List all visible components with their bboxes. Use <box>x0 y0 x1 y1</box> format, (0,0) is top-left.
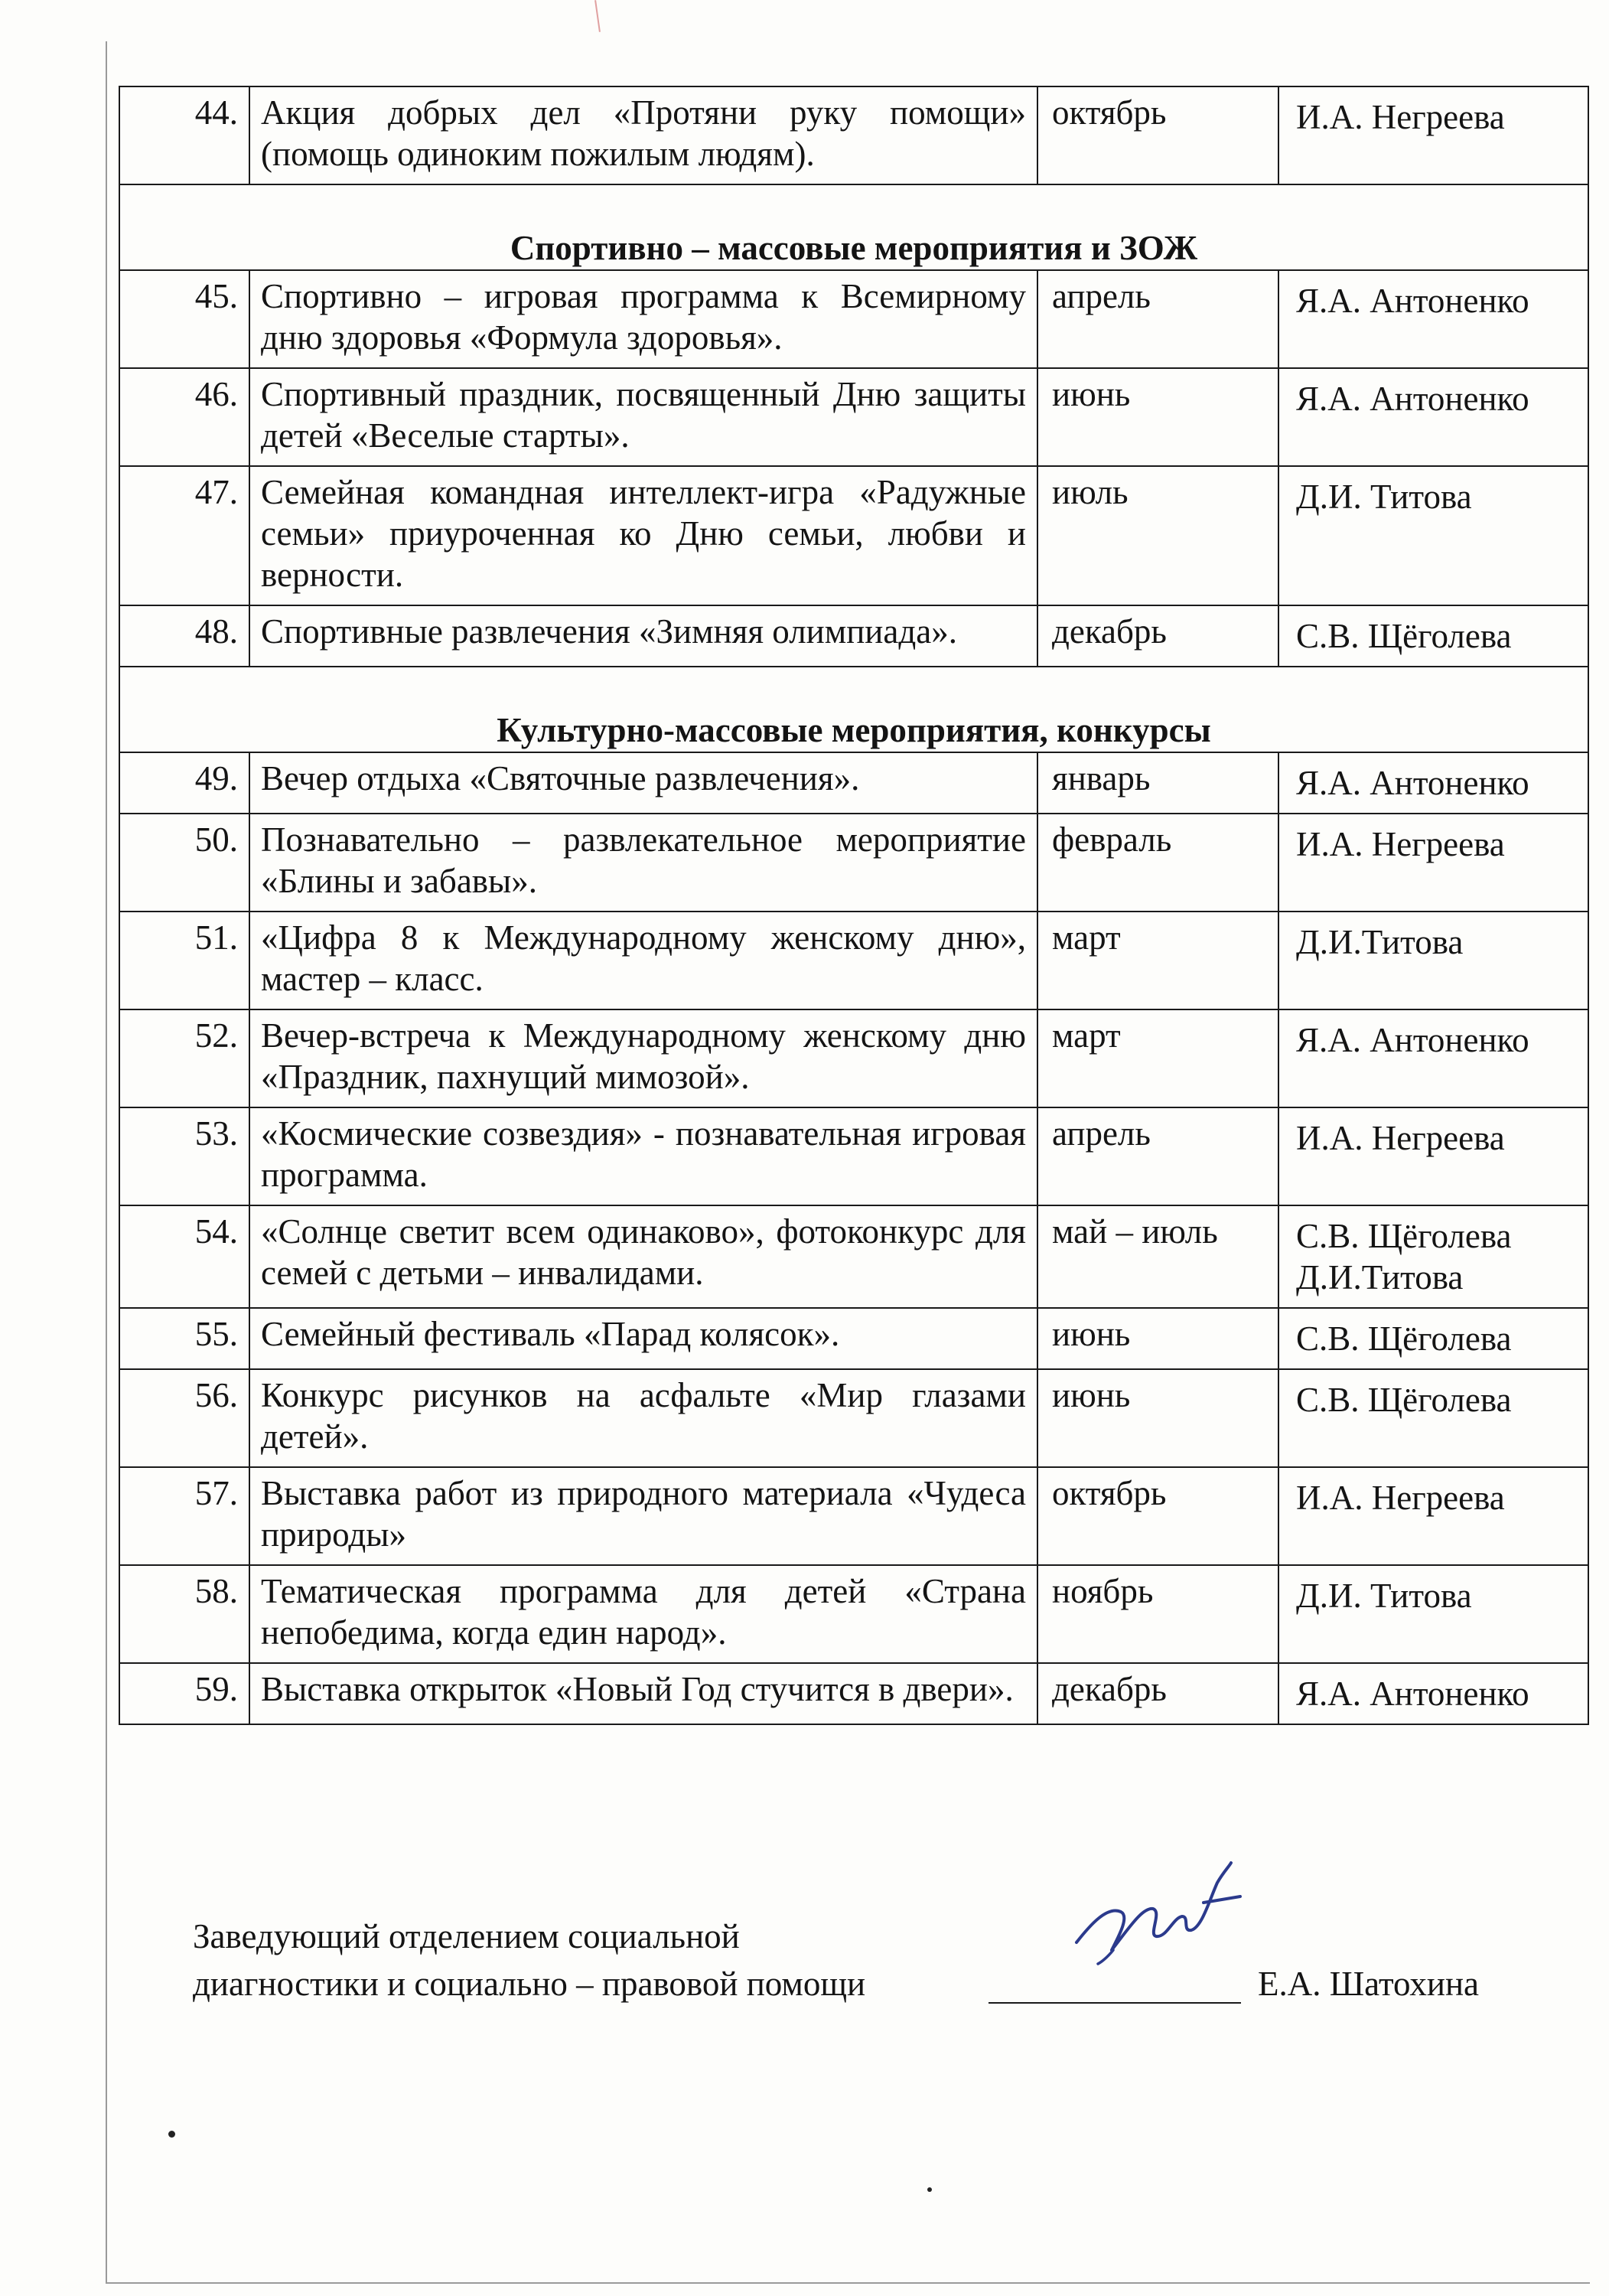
table-row <box>119 814 1588 912</box>
event-title: Познавательно – развлекательное мероприятие «Блины и забавы». <box>249 814 1037 912</box>
table-row <box>119 752 1588 814</box>
table-row <box>119 1467 1588 1565</box>
event-responsible: С.В. Щёголева Д.И.Титова <box>1278 1205 1588 1308</box>
section-header-culture <box>119 667 1588 752</box>
table-row <box>119 466 1588 605</box>
table-row <box>119 1308 1588 1369</box>
event-month: июнь <box>1037 1369 1278 1467</box>
event-title: «Солнце светит всем одинаково», фотоконкурс для семей с детьми – инвалидами. <box>249 1205 1037 1308</box>
event-month: апрель <box>1037 270 1278 368</box>
event-responsible: Д.И. Титова <box>1278 1565 1588 1663</box>
event-responsible: С.В. Щёголева <box>1278 1369 1588 1467</box>
signature-title-line1: Заведующий отделением социальной <box>193 1917 740 1955</box>
row-number: 56. <box>119 1369 249 1467</box>
event-title: Тематическая программа для детей «Страна непобедима, когда един народ». <box>249 1565 1037 1663</box>
row-number: 58. <box>119 1565 249 1663</box>
event-responsible: Я.А. Антоненко <box>1278 1009 1588 1107</box>
event-month: июль <box>1037 466 1278 605</box>
event-responsible: Я.А. Антоненко <box>1278 752 1588 814</box>
event-month: декабрь <box>1037 1663 1278 1724</box>
event-responsible: Я.А. Антоненко <box>1278 1663 1588 1724</box>
row-number: 44. <box>119 86 249 184</box>
row-number: 51. <box>119 912 249 1009</box>
event-title: Выставка открыток «Новый Год стучится в двери». <box>249 1663 1037 1724</box>
row-number: 59. <box>119 1663 249 1724</box>
event-responsible: Я.А. Антоненко <box>1278 270 1588 368</box>
signature-line-row <box>193 1962 1524 2008</box>
event-responsible: С.В. Щёголева <box>1278 605 1588 667</box>
event-title: Спортивный праздник, посвященный Дню защиты детей «Веселые старты». <box>249 368 1037 466</box>
table-row <box>119 1107 1588 1205</box>
event-month: январь <box>1037 752 1278 814</box>
row-number: 54. <box>119 1205 249 1308</box>
table-row <box>119 1205 1588 1308</box>
event-title: Семейная командная интеллект-игра «Радужные семьи» приуроченная ко Дню семьи, любви и верности. <box>249 466 1037 605</box>
table-row <box>119 86 1588 184</box>
event-title: Вечер отдыха «Святочные развлечения». <box>249 752 1037 814</box>
row-number: 49. <box>119 752 249 814</box>
event-responsible: И.А. Негреева <box>1278 1467 1588 1565</box>
section-header-sport <box>119 184 1588 270</box>
event-month: февраль <box>1037 814 1278 912</box>
row-number: 50. <box>119 814 249 912</box>
event-month: ноябрь <box>1037 1565 1278 1663</box>
events-table <box>119 86 1589 1725</box>
event-title: Выставка работ из природного материала «Чудеса природы» <box>249 1467 1037 1565</box>
event-title: Акция добрых дел «Протяни руку помощи» (помощь одиноким пожилым людям). <box>249 86 1037 184</box>
table-row <box>119 368 1588 466</box>
row-number: 53. <box>119 1107 249 1205</box>
event-month: июнь <box>1037 1308 1278 1369</box>
event-responsible: С.В. Щёголева <box>1278 1308 1588 1369</box>
event-month: июнь <box>1037 368 1278 466</box>
event-responsible: Д.И. Титова <box>1278 466 1588 605</box>
signature-underline <box>989 2002 1241 2004</box>
event-responsible: И.А. Негреева <box>1278 814 1588 912</box>
table-row <box>119 1009 1588 1107</box>
event-month: апрель <box>1037 1107 1278 1205</box>
event-title: Спортивные развлечения «Зимняя олимпиада». <box>249 605 1037 667</box>
row-number: 46. <box>119 368 249 466</box>
event-title: Семейный фестиваль «Парад колясок». <box>249 1308 1037 1369</box>
event-title: «Космические созвездия» - познавательная игровая программа. <box>249 1107 1037 1205</box>
event-title: Вечер-встреча к Международному женскому дню «Праздник, пахнущий мимозой». <box>249 1009 1037 1107</box>
row-number: 52. <box>119 1009 249 1107</box>
scan-speck <box>927 2187 932 2192</box>
signatory-name: Е.А. Шатохина <box>1258 1965 1480 2003</box>
event-month: октябрь <box>1037 1467 1278 1565</box>
event-responsible: Я.А. Антоненко <box>1278 368 1588 466</box>
scan-edge-mark <box>594 0 601 32</box>
section-title: Спортивно – массовые мероприятия и ЗОЖ <box>119 184 1588 270</box>
event-month: май – июль <box>1037 1205 1278 1308</box>
table-row <box>119 270 1588 368</box>
event-responsible: Д.И.Титова <box>1278 912 1588 1009</box>
row-number: 57. <box>119 1467 249 1565</box>
signature-title-line2: диагностики и социально – правовой помощи <box>193 1965 866 2003</box>
row-number: 48. <box>119 605 249 667</box>
handwritten-signature <box>1067 1852 1243 1967</box>
event-month: март <box>1037 912 1278 1009</box>
section-title: Культурно-массовые мероприятия, конкурсы <box>119 667 1588 752</box>
signature-title <box>193 1915 740 1958</box>
event-title: Конкурс рисунков на асфальте «Мир глазами детей». <box>249 1369 1037 1467</box>
event-month: октябрь <box>1037 86 1278 184</box>
table-row <box>119 912 1588 1009</box>
event-month: декабрь <box>1037 605 1278 667</box>
scan-speck <box>168 2131 175 2138</box>
event-title: Спортивно – игровая программа к Всемирному дню здоровья «Формула здоровья». <box>249 270 1037 368</box>
event-responsible: И.А. Негреева <box>1278 86 1588 184</box>
row-number: 45. <box>119 270 249 368</box>
row-number: 55. <box>119 1308 249 1369</box>
event-responsible: И.А. Негреева <box>1278 1107 1588 1205</box>
table-row <box>119 1565 1588 1663</box>
event-title: «Цифра 8 к Международному женскому дню», мастер – класс. <box>249 912 1037 1009</box>
table-row <box>119 1663 1588 1724</box>
table-row <box>119 1369 1588 1467</box>
row-number: 47. <box>119 466 249 605</box>
table-row <box>119 605 1588 667</box>
event-month: март <box>1037 1009 1278 1107</box>
